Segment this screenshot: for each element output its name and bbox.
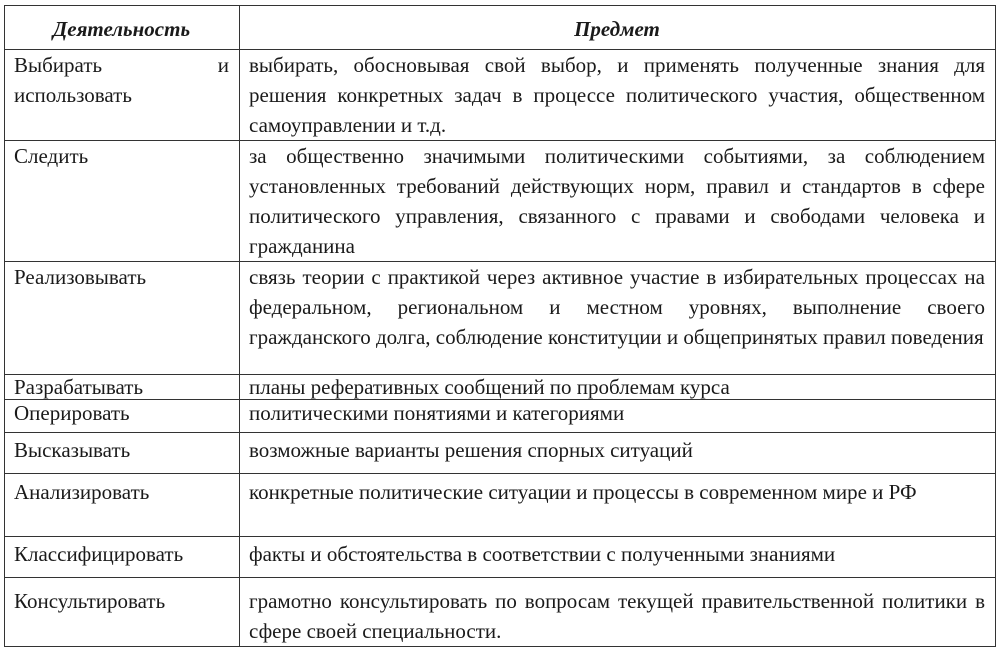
- table-header-row: [5, 6, 996, 50]
- table-row: [5, 141, 996, 262]
- activity-cell: Анализировать: [5, 474, 240, 537]
- header-activity: Деятельность: [5, 6, 240, 50]
- header-subject: Предмет: [240, 6, 996, 50]
- subject-cell: факты и обстоятельства в соответствии с полученными знаниями: [240, 537, 996, 578]
- table-row: [5, 537, 996, 578]
- activity-cell: Высказывать: [5, 433, 240, 474]
- table-row: [5, 474, 996, 537]
- activity-cell: Консультировать: [5, 578, 240, 647]
- subject-cell: политическими понятиями и категориями: [240, 400, 996, 433]
- table-row: [5, 400, 996, 433]
- activity-cell: Классифицировать: [5, 537, 240, 578]
- table-row: [5, 50, 996, 141]
- table-row: [5, 433, 996, 474]
- table-row: [5, 375, 996, 400]
- subject-cell: выбирать, обосновывая свой выбор, и применять полученные знания для решения конкретных задач в процессе политического участия, общественном самоуправлении и т.д.: [240, 50, 996, 141]
- activity-cell: Разрабатывать: [5, 375, 240, 400]
- subject-cell: грамотно консультировать по вопросам текущей правительственной политики в сфере своей специальности.: [240, 578, 996, 647]
- activity-cell: Реализовывать: [5, 262, 240, 375]
- subject-cell: связь теории с практикой через активное участие в избирательных процессах на федеральном, региональном и местном уровнях, выполнение своего гражданского долга, соблюдение конституции и общепринятых правил поведения: [240, 262, 996, 375]
- activity-cell: [5, 50, 240, 141]
- subject-cell: возможные варианты решения спорных ситуаций: [240, 433, 996, 474]
- activity-text: Выбирать и использовать: [14, 53, 229, 107]
- subject-cell: конкретные политические ситуации и процессы в современном мире и РФ: [240, 474, 996, 537]
- activities-table: [4, 5, 996, 647]
- table-row: [5, 262, 996, 375]
- activity-cell: Оперировать: [5, 400, 240, 433]
- subject-cell: планы реферативных сообщений по проблемам курса: [240, 375, 996, 400]
- subject-cell: за общественно значимыми политическими событиями, за соблюдением установленных требований действующих норм, правил и стандартов в сфере политического управления, связанного с правами и свободами человека и гражданина: [240, 141, 996, 262]
- table-row: [5, 578, 996, 647]
- activity-cell: Следить: [5, 141, 240, 262]
